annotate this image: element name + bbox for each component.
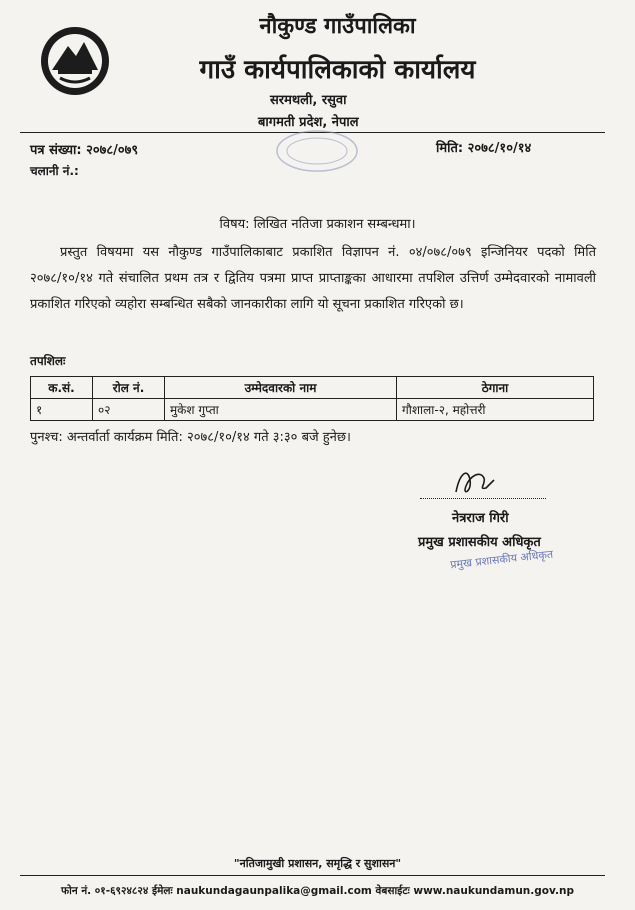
details-label: तपशिलः bbox=[30, 354, 66, 368]
signature-line bbox=[420, 498, 546, 499]
column-header: ठेगाना bbox=[397, 377, 594, 399]
column-header: क.सं. bbox=[31, 377, 93, 399]
letter-date: मिति: २०७८/१०/१४ bbox=[436, 141, 532, 156]
municipality-name: नौकुण्ड गाउँपालिका bbox=[259, 14, 416, 39]
signatory-title: प्रमुख प्रशासकीय अधिकृत bbox=[418, 535, 541, 550]
footer-contact: फोन नं. ०१-६९२४८२४ ईमेलः naukundagaunpalika@gmail.com वेबसाईटः www.naukundamun.gov.np bbox=[61, 885, 574, 897]
postscript: पुनश्च: अन्तर्वार्ता कार्यक्रम मिति: २०७८/१०/१४ गते ३:३० बजे हुनेछ। bbox=[30, 430, 351, 445]
reference-number: पत्र संख्या: २०७८/०७९ bbox=[30, 143, 139, 158]
table-cell: मुकेश गुप्ता bbox=[165, 399, 397, 421]
table-cell: १ bbox=[31, 399, 93, 421]
footer-motto: "नतिजामुखी प्रशासन, समृद्धि र सुशासन" bbox=[233, 857, 402, 870]
table-cell: ०२ bbox=[93, 399, 165, 421]
signatory-stamp: प्रमुख प्रशासकीय अधिकृत bbox=[449, 547, 554, 572]
body-paragraph: प्रस्तुत विषयमा यस नौकुण्ड गाउँपालिकाबाट प्रकाशित विज्ञापन नं. ०४/०७८/०७९ इन्जिनियर पदको मिति २०७८/१०/१४ गते संचालित प्रथम तत्र र द्वितिय पत्रमा प्राप्त प्राप्ताङ्कका आधारमा तपशिल उत्तिर्ण उम्मेदवारको नामावली प्रकाशित गरिएको व्यहोरा सम्बन्धित सबैको जानकारीका लागि यो सूचना प्रकाशित गरिएको छ। bbox=[30, 245, 596, 312]
table-cell: गौशाला-२, महोत्तरी bbox=[397, 399, 594, 421]
handwritten-signature bbox=[450, 462, 498, 502]
subject-line: विषय: लिखित नतिजा प्रकाशन सम्बन्धमा। bbox=[219, 217, 416, 232]
office-seal-stamp bbox=[272, 128, 362, 174]
column-header: उम्मेदवारको नाम bbox=[165, 377, 397, 399]
dispatch-number: चलानी नं.: bbox=[30, 164, 79, 178]
table-row bbox=[31, 399, 594, 421]
results-table bbox=[30, 376, 594, 421]
office-name: गाउँ कार्यपालिकाको कार्यालय bbox=[199, 55, 476, 85]
table-header-row bbox=[31, 377, 594, 399]
address-line-2: बागमती प्रदेश, नेपाल bbox=[258, 115, 359, 130]
column-header: रोल नं. bbox=[93, 377, 165, 399]
signatory-name: नेत्रराज गिरी bbox=[452, 511, 509, 526]
footer-divider bbox=[20, 875, 605, 876]
address-line-1: सरमथली, रसुवा bbox=[270, 93, 347, 108]
